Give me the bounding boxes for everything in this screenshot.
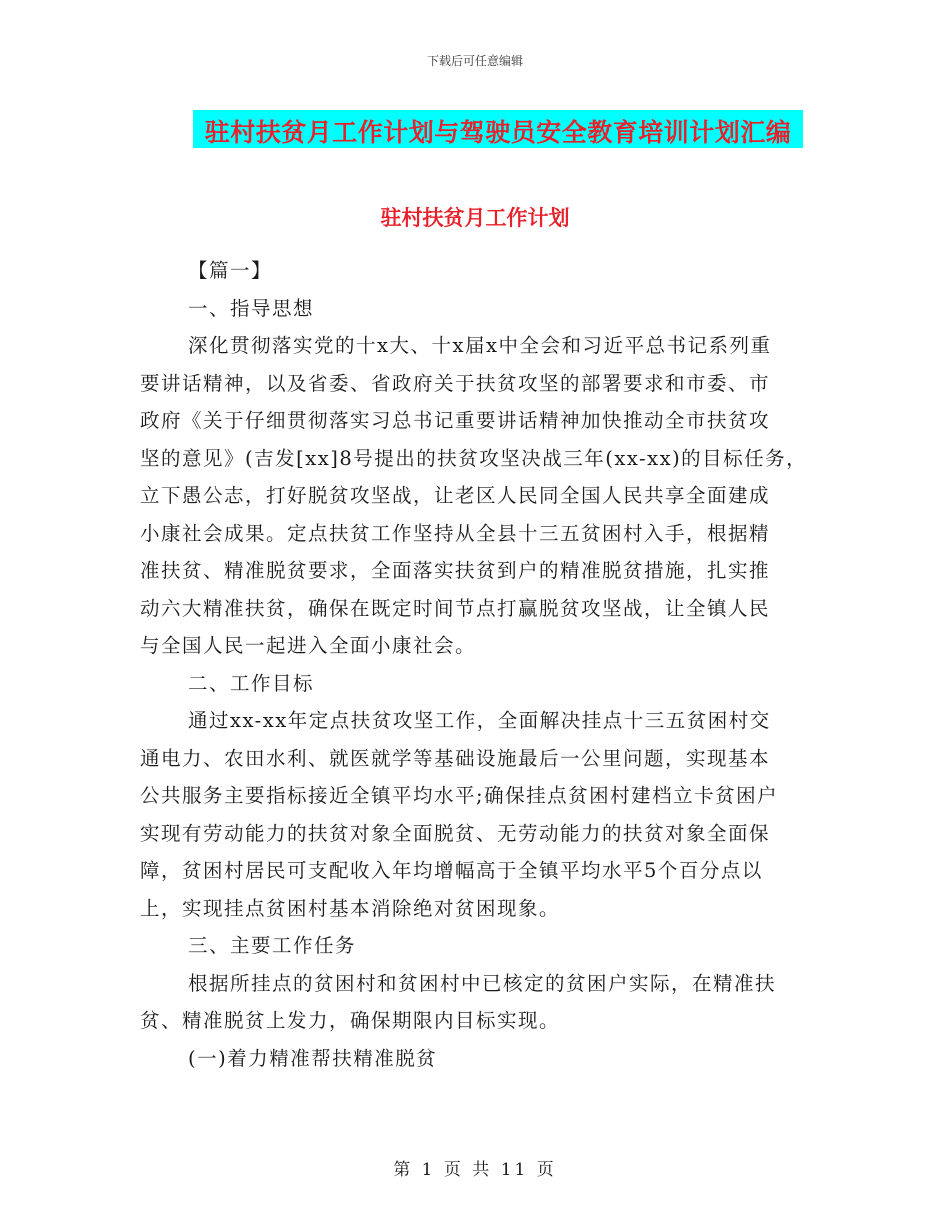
body-line: 要讲话精神，以及省委、省政府关于扶贫攻坚的部署要求和市委、市 [140, 371, 771, 395]
body-line: 上，实现挂点贫困村基本消除绝对贫困现象。 [140, 896, 561, 920]
body-line: 立下愚公志，打好脱贫攻坚战，让老区人民同全国人民共享全面建成 [140, 484, 771, 507]
paragraph-label: 【篇一】 [188, 259, 273, 282]
body-line: 通过xx-xx年定点扶贫攻坚工作，全面解决挂点十三五贫困村交 [188, 709, 771, 732]
heading-main-tasks: 三、主要工作任务 [188, 934, 357, 957]
body-line: 实现有劳动能力的扶贫对象全面脱贫、无劳动能力的扶贫对象全面保 [140, 821, 771, 845]
body-line: 小康社会成果。定点扶贫工作坚持从全县十三五贫困村入手，根据精 [140, 521, 771, 545]
body-line: 与全国人民一起进入全面小康社会。 [140, 634, 477, 657]
document-title: 驻村扶贫月工作计划与驾驶员安全教育培训计划汇编 [204, 118, 792, 147]
body-line: 政府《关于仔细贯彻落实习总书记重要讲话精神加快推动全市扶贫攻 [140, 409, 771, 432]
header-note: 下载后可任意编辑 [426, 54, 523, 68]
body-line: 坚的意见》(吉发[xx]8号提出的扶贫攻坚决战三年(xx-xx)的目标任务， [140, 446, 808, 470]
body-line: 公共服务主要指标接近全镇平均水平;确保挂点贫困村建档立卡贫困户 [140, 784, 779, 807]
body-line: 根据所挂点的贫困村和贫困村中已核定的贫困户实际，在精准扶 [188, 971, 777, 995]
subheading-precise-support: (一)着力精准帮扶精准脱贫 [188, 1046, 438, 1070]
heading-work-goals: 二、工作目标 [188, 671, 315, 695]
page-footer: 第 1 页 共 11 页 [393, 1160, 557, 1180]
body-line: 障，贫困村居民可支配收入年均增幅高于全镇平均水平5个百分点以 [140, 859, 763, 882]
heading-guiding-ideology: 一、指导思想 [188, 296, 315, 320]
body-line: 通电力、农田水利、就医就学等基础设施最后一公里问题，实现基本 [140, 746, 771, 770]
body-line: 贫、精准脱贫上发力，确保期限内目标实现。 [140, 1009, 561, 1032]
body-line: 动六大精准扶贫，确保在既定时间节点打赢脱贫攻坚战，让全镇人民 [140, 596, 771, 620]
body-text [140, 252, 825, 1077]
section-title: 驻村扶贫月工作计划 [380, 205, 570, 230]
body-line: 准扶贫、精准脱贫要求，全面落实扶贫到户的精准脱贫措施，扎实推 [140, 559, 771, 582]
body-line: 深化贯彻落实党的十x大、十x届x中全会和习近平总书记系列重 [188, 334, 772, 357]
